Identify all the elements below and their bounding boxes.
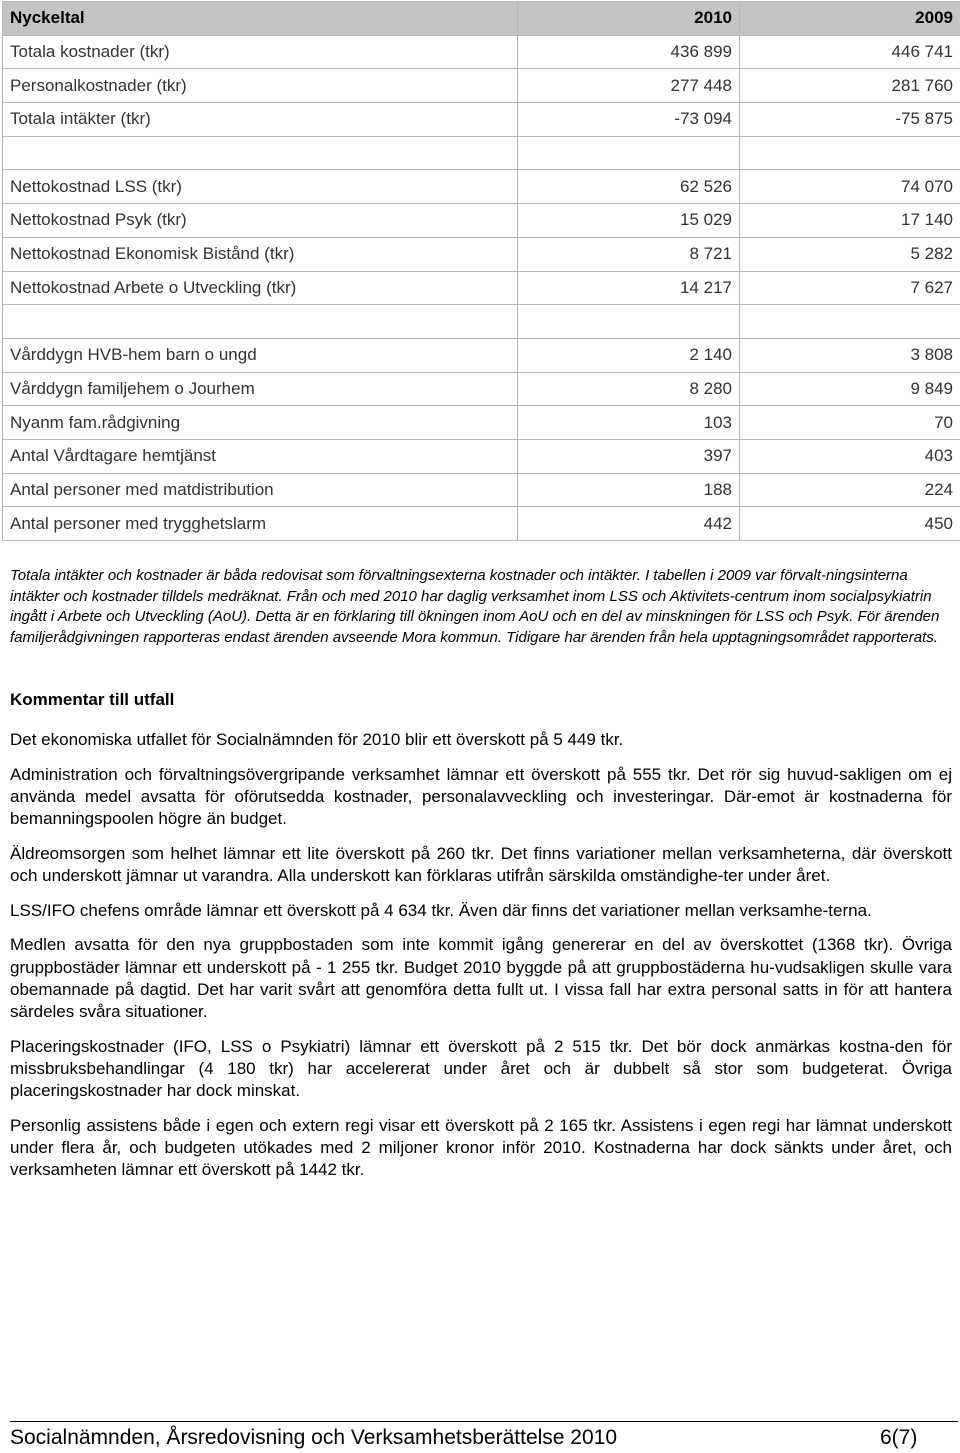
value-2010: 277 448 [518, 69, 740, 103]
key-figures-table-body [3, 2, 960, 541]
row-label: Antal Vårdtagare hemtjänst [3, 439, 518, 473]
value-2009: 9 849 [740, 372, 960, 406]
table-row [3, 305, 960, 339]
table-row [3, 507, 960, 541]
table-row [3, 372, 960, 406]
table-row [3, 35, 960, 69]
value-2009: -75 875 [740, 103, 960, 137]
value-2009: 3 808 [740, 338, 960, 372]
footer-page-number: 6(7) [880, 1426, 918, 1449]
commentary-paragraph: Personlig assistens både i egen och extern regi visar ett överskott på 2 165 tkr. Assistens i egen regi har lämnat underskott under flera år, och budgeten utökades med 2 miljoner kronor inför 2010. Kostnaderna har dock sänkts under året, och verksamheten lämnar ett överskott på 1442 tkr. [10, 1115, 952, 1180]
value-2009: 70 [740, 406, 960, 440]
commentary-paragraph: Placeringskostnader (IFO, LSS o Psykiatri) lämnar ett överskott på 2 515 tkr. Det bör dock anmärkas kostna-den för missbruksbehandlingar (4 180 tkr) har accelererat under året och är dubbelt så stor som budgeterat. Övriga placeringskostnader har dock minskat. [10, 1036, 952, 1101]
table-row [3, 473, 960, 507]
table-row [3, 136, 960, 170]
value-2010: 103 [518, 406, 740, 440]
value-2010: 8 280 [518, 372, 740, 406]
key-figures-table [2, 1, 960, 541]
section-heading: Kommentar till utfall [10, 690, 175, 709]
commentary-paragraph: Det ekonomiska utfallet för Socialnämnden för 2010 blir ett överskott på 5 449 tkr. [10, 730, 624, 749]
value-2009: 403 [740, 439, 960, 473]
value-2010: 2 140 [518, 338, 740, 372]
row-label: Vårddygn HVB-hem barn o ungd [3, 338, 518, 372]
value-2010: 15 029 [518, 204, 740, 238]
header-nyckeltal: Nyckeltal [3, 2, 518, 36]
value-2010 [518, 136, 740, 170]
table-row [3, 170, 960, 204]
header-2010: 2010 [518, 2, 740, 36]
header-2009: 2009 [740, 2, 960, 36]
value-2010: 397 [518, 439, 740, 473]
row-label: Personalkostnader (tkr) [3, 69, 518, 103]
value-2009: 224 [740, 473, 960, 507]
value-2010: -73 094 [518, 103, 740, 137]
table-row [3, 439, 960, 473]
value-2009: 281 760 [740, 69, 960, 103]
value-2009 [740, 305, 960, 339]
page-footer [10, 1421, 958, 1451]
commentary-paragraph: Äldreomsorgen som helhet lämnar ett lite överskott på 260 tkr. Det finns variationer mellan verksamheterna, där överskott och underskott jämnar ut varandra. Alla underskott kan förklaras utifrån särskilda omständighe-ter under året. [10, 843, 952, 886]
row-label: Vårddygn familjehem o Jourhem [3, 372, 518, 406]
commentary-body [10, 729, 952, 1194]
commentary-paragraph: Medlen avsatta för den nya gruppbostaden som inte kommit igång genererar en del av överskottet (1368 tkr). Övriga gruppbostäder lämnar ett underskott på - 1 255 tkr. Budget 2010 byggde på att gruppbostäderna hu-vudsakligen skulle vara obemannade på dagtid. Det har varit svårt att genomföra detta fullt ut. I vissa fall har extra personal satts in för att hantera särdeles svåra situationer. [10, 935, 952, 1022]
commentary-paragraph: LSS/IFO chefens område lämnar ett överskott på 4 634 tkr. Även där finns det variationer mellan verksamhe-terna. [10, 900, 872, 920]
value-2010 [518, 305, 740, 339]
row-label: Nettokostnad Ekonomisk Bistånd (tkr) [3, 237, 518, 271]
row-label [3, 136, 518, 170]
row-label: Nettokostnad Arbete o Utveckling (tkr) [3, 271, 518, 305]
value-2010: 14 217 [518, 271, 740, 305]
value-2009: 17 140 [740, 204, 960, 238]
value-2009: 5 282 [740, 237, 960, 271]
table-row [3, 406, 960, 440]
row-label: Antal personer med matdistribution [3, 473, 518, 507]
footer-title: Socialnämnden, Årsredovisning och Verksamhetsberättelse 2010 [10, 1426, 618, 1449]
value-2009: 7 627 [740, 271, 960, 305]
value-2010: 188 [518, 473, 740, 507]
table-row [3, 237, 960, 271]
table-header-row [3, 2, 960, 36]
value-2010: 8 721 [518, 237, 740, 271]
row-label: Nettokostnad Psyk (tkr) [3, 204, 518, 238]
value-2009: 450 [740, 507, 960, 541]
table-row [3, 69, 960, 103]
table-row [3, 338, 960, 372]
row-label: Nettokostnad LSS (tkr) [3, 170, 518, 204]
value-2010: 436 899 [518, 35, 740, 69]
value-2009 [740, 136, 960, 170]
table-footnote: Totala intäkter och kostnader är båda redovisat som förvaltningsexterna kostnader och intäkter. I tabellen i 2009 var förvalt-ningsinterna intäkter och kostnader tilldels medräknat. Från och med 2010 har daglig verksamhet inom LSS och Aktivitets-centrum inom socialpsykiatrin ingått i Arbete och Utveckling (AoU). Detta är en förklaring till ökningen inom AoU och en del av minskningen för LSS och Psyk. För ärenden familjerådgivningen rapporteras endast ärenden avseende Mora kommun. Tidigare har ärenden från hela upptagningsområdet rapporterats. [10, 567, 940, 646]
table-row [3, 204, 960, 238]
value-2009: 74 070 [740, 170, 960, 204]
table-row [3, 271, 960, 305]
value-2010: 442 [518, 507, 740, 541]
value-2010: 62 526 [518, 170, 740, 204]
row-label: Totala kostnader (tkr) [3, 35, 518, 69]
row-label: Totala intäkter (tkr) [3, 103, 518, 137]
value-2009: 446 741 [740, 35, 960, 69]
row-label: Antal personer med trygghetslarm [3, 507, 518, 541]
row-label [3, 305, 518, 339]
table-row [3, 103, 960, 137]
commentary-paragraph: Administration och förvaltningsövergripande verksamhet lämnar ett överskott på 555 tkr. Det rör sig huvud-sakligen om ej använda medel avsatta för oförutsedda kostnader, personalavveckling och investeringar. Där-emot är kostnaderna för bemanningspoolen högre än budget. [10, 764, 952, 829]
row-label: Nyanm fam.rådgivning [3, 406, 518, 440]
